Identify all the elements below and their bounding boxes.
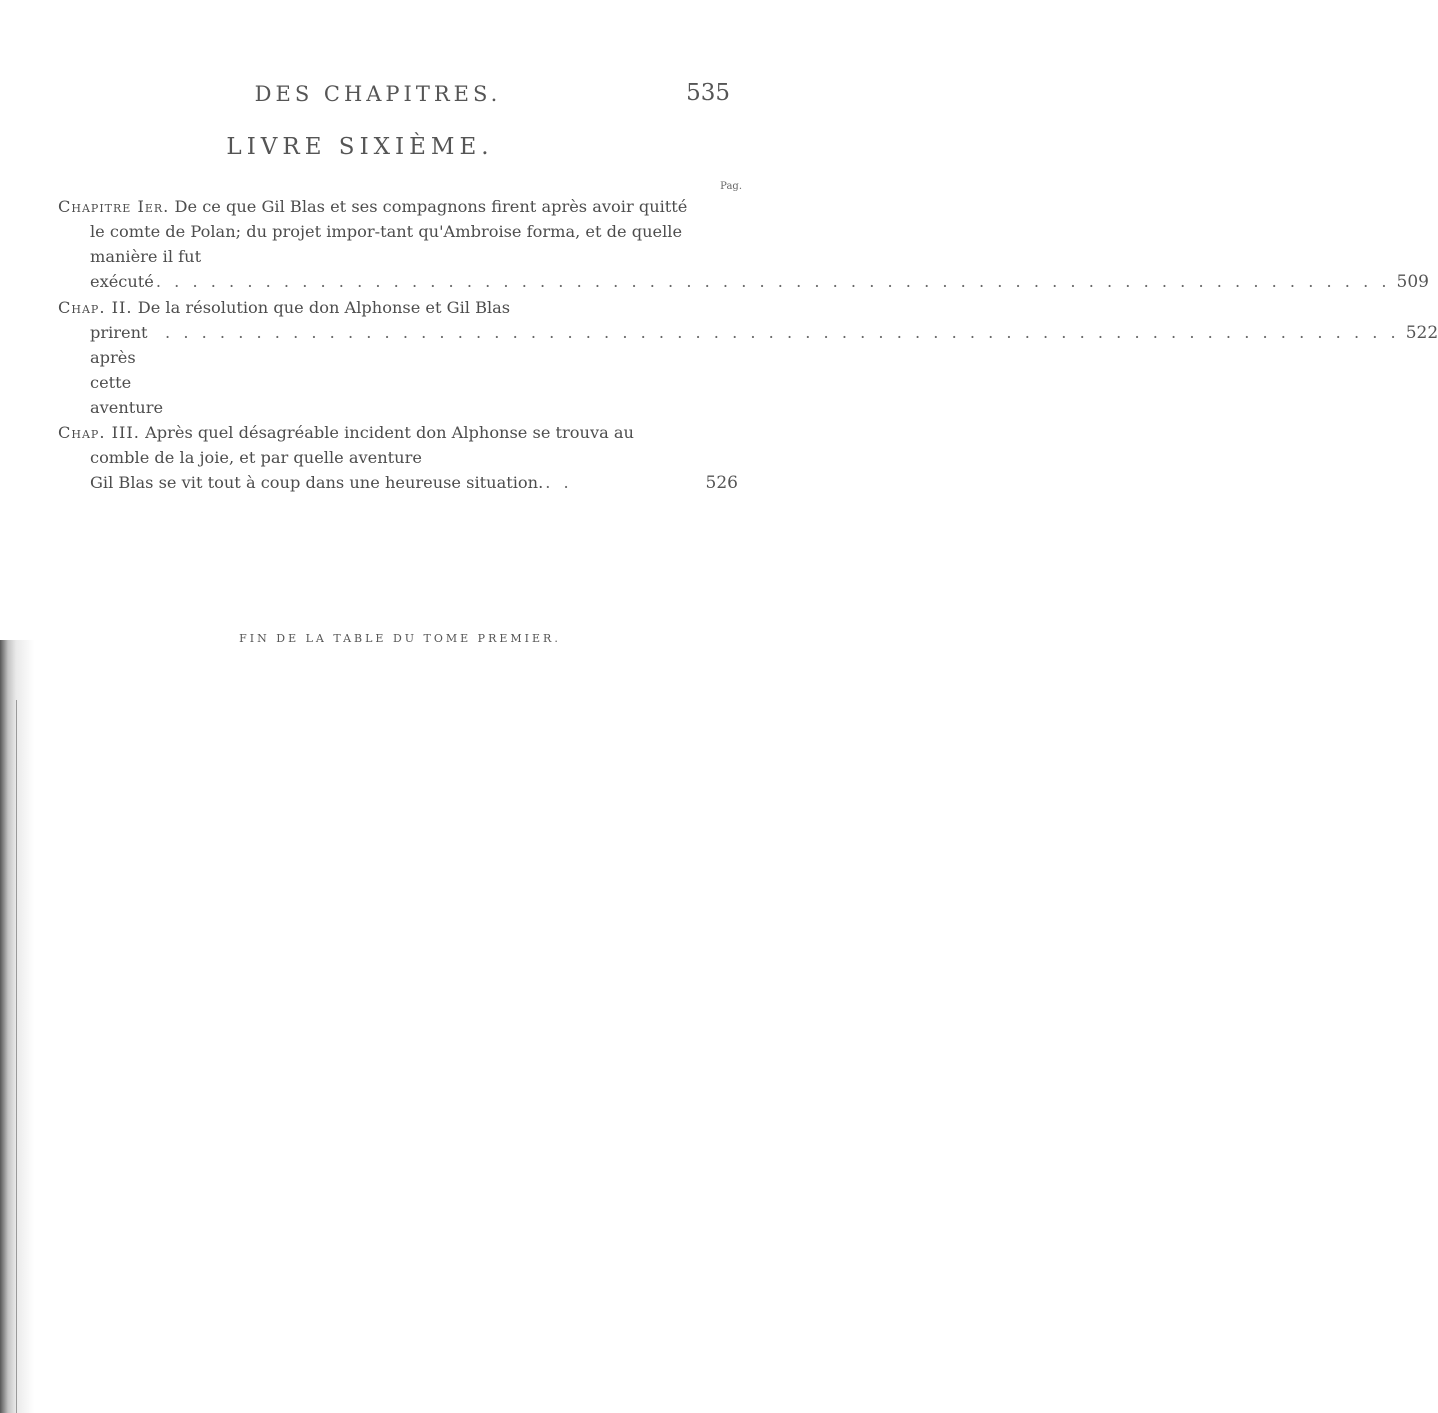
dot-leaders: . . . . . . . . . . . . . . . . . . . . . . . . . . . . . . . . . . . . . . . . . . . . . . . . . . . . . . . . . . . . . . . . . . . . xyxy=(155,272,1391,291)
toc-entry xyxy=(58,420,738,496)
toc-entry-text xyxy=(58,295,738,320)
chapter-summary: De ce que Gil Blas et ses compagnons firent après avoir quitté le comte de Polan; du projet impor-tant qu'Ambroise forma, et de quelle manière il fut xyxy=(90,197,688,266)
table-of-contents xyxy=(58,194,1438,496)
toc-entry-last-line xyxy=(58,470,738,496)
chapter-page-number: 522 xyxy=(1405,323,1438,343)
chapter-page-number: 526 xyxy=(705,473,738,493)
toc-entry-text xyxy=(58,420,738,470)
binding-shadow xyxy=(0,640,34,1413)
chapter-label: Chap. II. xyxy=(58,298,133,317)
chapter-label: Chapitre Ier. xyxy=(58,197,170,216)
page-column-label: Pag. xyxy=(720,181,742,192)
chapter-summary: De la résolution que don Alphonse et Gil Blas xyxy=(137,298,511,317)
toc-entry-last-line xyxy=(58,320,1438,420)
chapter-label: Chap. III. xyxy=(58,423,140,442)
book-title: LIVRE SIXIÈME. xyxy=(226,134,494,160)
toc-entry xyxy=(58,295,1438,420)
page-number: 535 xyxy=(686,80,730,106)
binding-edge xyxy=(16,700,17,1413)
dot-leaders: . . xyxy=(545,473,573,492)
toc-entry-last-line xyxy=(58,269,1429,295)
chapter-summary-end: Gil Blas se vit tout à coup dans une heureuse situation. xyxy=(90,473,544,492)
chapter-summary-end: prirent après cette aventure xyxy=(90,323,164,417)
dot-leaders: . . . . . . . . . . . . . . . . . . . . . . . . . . . . . . . . . . . . . . . . . . . . . . . . . . . . . . . . . . . . . . . . . . . . xyxy=(165,323,1400,342)
toc-entry-text xyxy=(58,194,738,269)
toc-entry xyxy=(58,194,1429,295)
chapter-page-number: 509 xyxy=(1396,272,1429,292)
chapter-summary-end: exécuté xyxy=(90,272,154,291)
end-of-table-note: FIN DE LA TABLE DU TOME PREMIER. xyxy=(239,632,561,645)
chapter-summary: Après quel désagréable incident don Alphonse se trouva au comble de la joie, et par quelle aventure xyxy=(90,423,634,467)
running-head: DES CHAPITRES. xyxy=(254,82,502,106)
